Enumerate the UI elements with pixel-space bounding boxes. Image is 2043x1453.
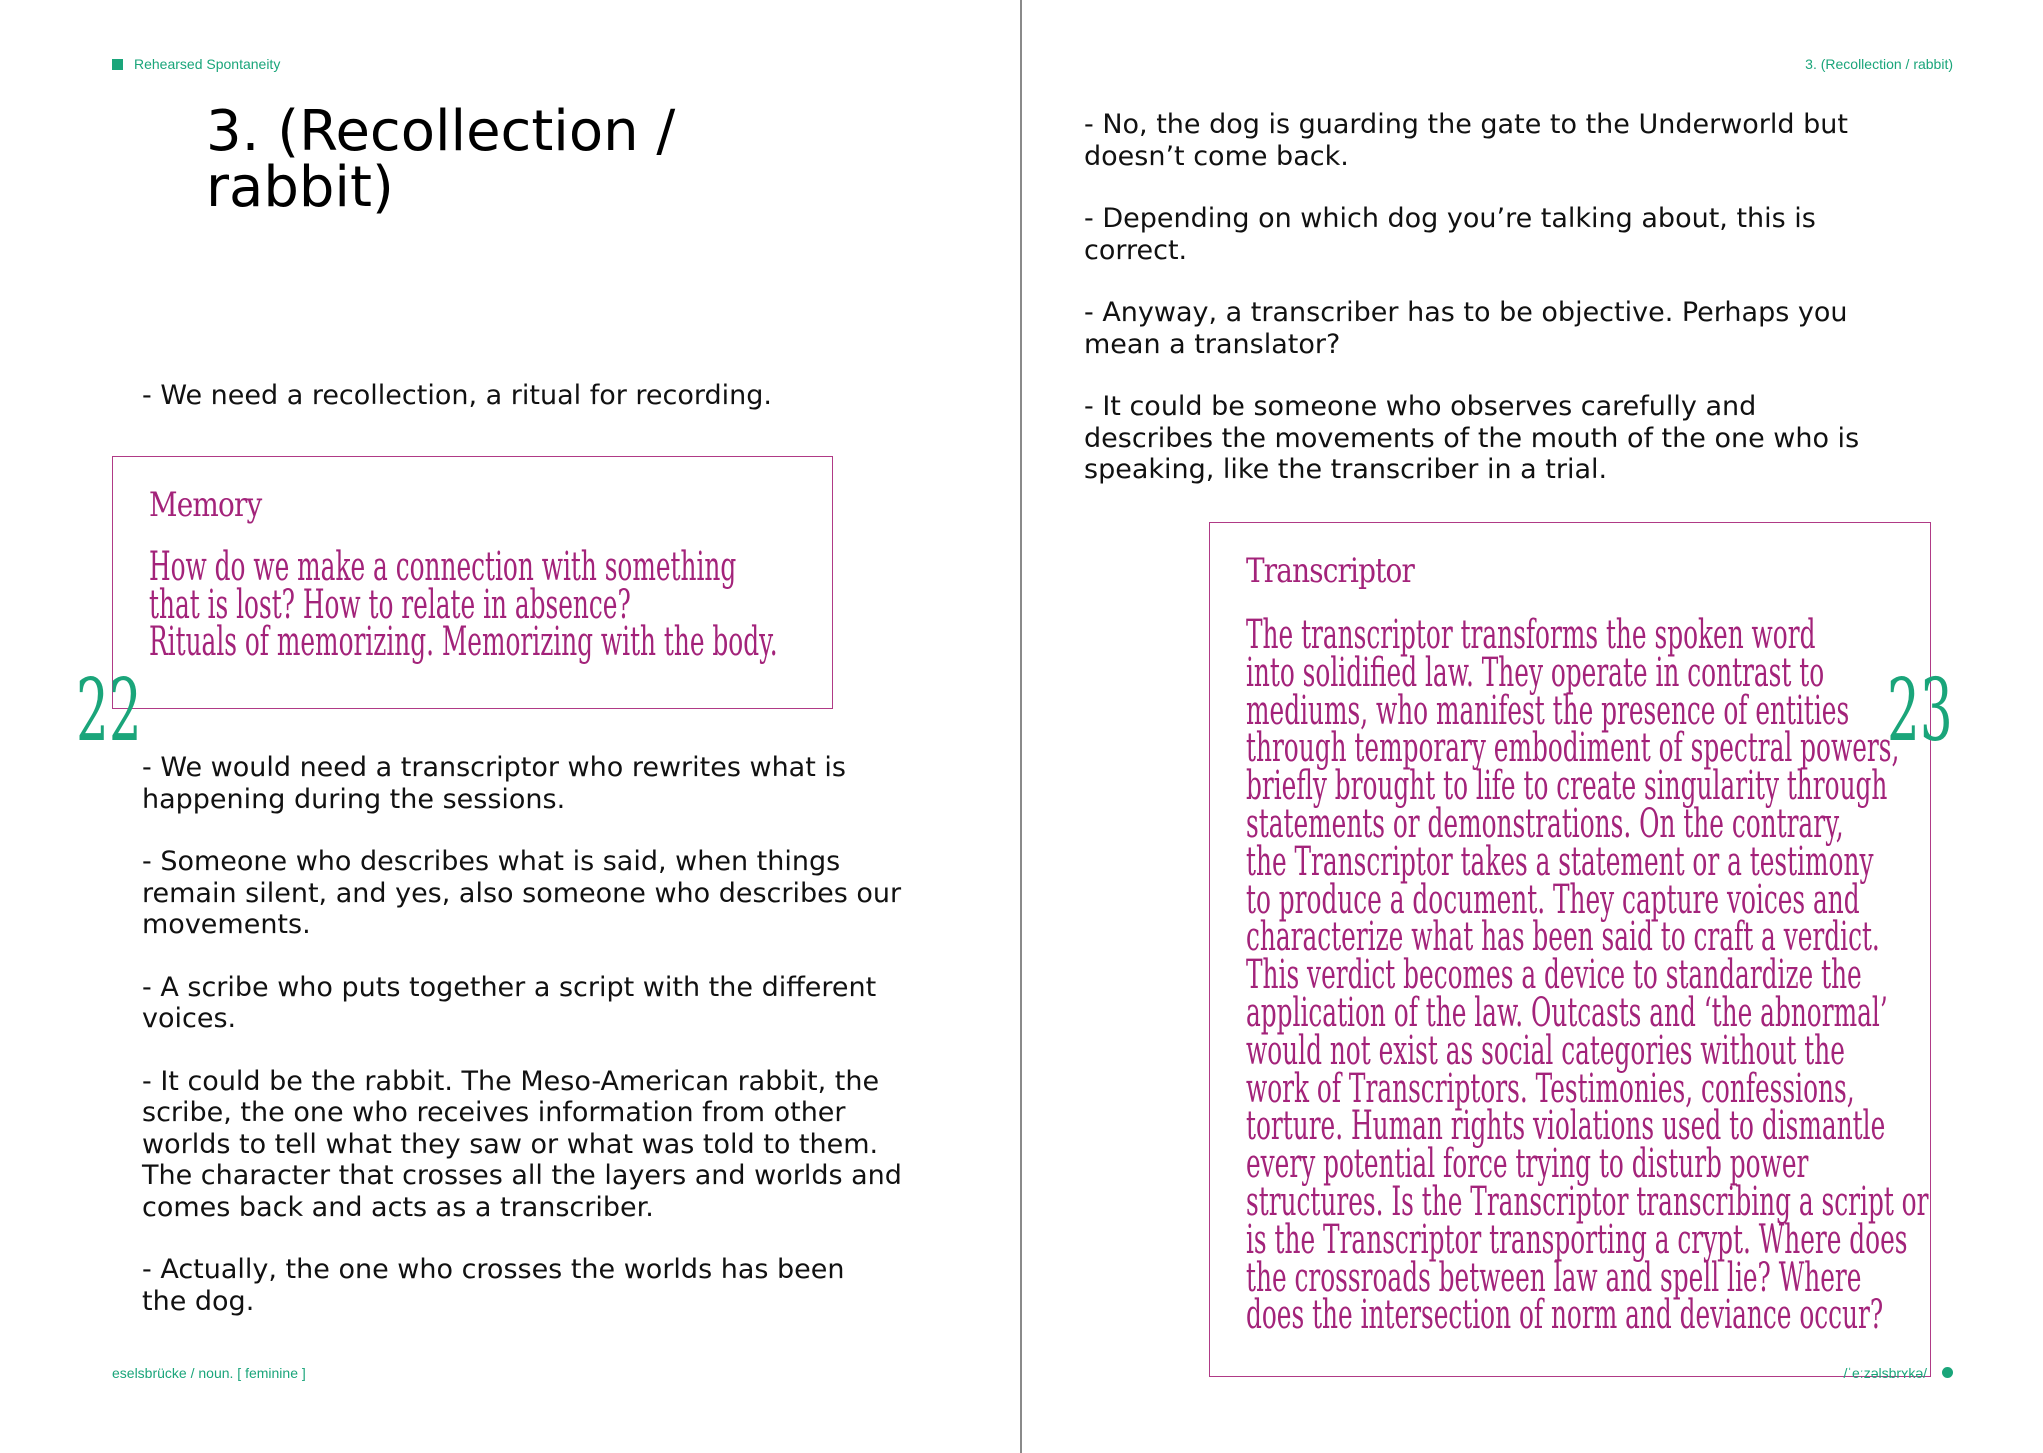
dialogue-line: mean a translator? xyxy=(1084,328,1341,360)
note-line: the crossroads between law and spell lie? Where xyxy=(1246,1254,1862,1301)
footer-dot-icon xyxy=(1942,1367,1953,1378)
dialogue-line: the dog. xyxy=(142,1285,255,1317)
dialogue-line: correct. xyxy=(1084,234,1188,266)
dialogue-line: - It could be the rabbit. The Meso-American rabbit, the xyxy=(142,1065,880,1097)
dialogue-paragraph xyxy=(1084,109,1984,172)
intro-line: - We need a recollection, a ritual for recording. xyxy=(142,380,772,411)
dialogue-line: happening during the sessions. xyxy=(142,783,566,815)
dialogue-line: - It could be someone who observes carefully and xyxy=(1084,391,1757,422)
dialogue-line: - A scribe who puts together a script with the different xyxy=(142,971,877,1003)
running-head-square-icon xyxy=(112,59,123,70)
dialogue-paragraph xyxy=(142,1254,982,1317)
dialogue-line: voices. xyxy=(142,1003,237,1034)
page-number-right: 23 xyxy=(1887,661,1953,761)
dialogue-paragraph xyxy=(142,752,982,815)
note-line: into solidified law. They operate in contrast to xyxy=(1246,649,1825,696)
dialogue-line: The character that crosses all the layers and worlds and xyxy=(142,1160,902,1191)
dialogue-paragraph xyxy=(1084,203,1984,266)
dialogue-line: describes the movements of the mouth of the one who is xyxy=(1084,422,1860,454)
dialogue-paragraph xyxy=(1084,391,1984,486)
dialogue-line: - Anyway, a transcriber has to be objective. Perhaps you xyxy=(1084,297,1848,328)
dialogue-paragraph xyxy=(142,846,982,941)
note-line: every potential force trying to disturb power xyxy=(1246,1141,1809,1188)
footer-left: eselsbrücke / noun. [ feminine ] xyxy=(112,1365,306,1381)
running-head-left: Rehearsed Spontaneity xyxy=(134,56,281,72)
dialogue-line: speaking, like the transcriber in a trial. xyxy=(1084,454,1608,485)
right-dialogue xyxy=(1084,109,1984,517)
note-line: Rituals of memorizing. Memorizing with the body. xyxy=(149,619,778,665)
footer-right: /ˈeːzəlsbrʏkə/ xyxy=(1843,1365,1927,1381)
dialogue-line: movements. xyxy=(142,909,311,940)
dialogue-paragraph xyxy=(142,1066,982,1224)
dialogue-line: doesn’t come back. xyxy=(1084,140,1349,172)
dialogue-paragraph xyxy=(142,972,982,1035)
memory-note xyxy=(112,456,833,709)
dialogue-paragraph xyxy=(1084,297,1984,360)
note-line: The transcriptor transforms the spoken word xyxy=(1246,612,1816,658)
note-line: application of the law. Outcasts and ‘the abnormal’ xyxy=(1246,989,1888,1036)
transcriptor-note xyxy=(1209,522,1931,1377)
page-number-left: 22 xyxy=(76,661,142,761)
dialogue-line: remain silent, and yes, also someone who describes our xyxy=(142,877,902,909)
note-line: How do we make a connection with something xyxy=(149,544,737,590)
note-line: through temporary embodiment of spectral powers, xyxy=(1246,725,1900,772)
note-line: work of Transcriptors. Testimonies, confessions, xyxy=(1246,1065,1855,1112)
transcriptor-note-title: Transcriptor xyxy=(1246,551,1414,591)
memory-note-body xyxy=(149,544,832,665)
chapter-title: 3. (Recollection / rabbit) xyxy=(206,99,676,220)
note-line: mediums, who manifest the presence of entities xyxy=(1246,687,1850,734)
dialogue-line: comes back and acts as a transcriber. xyxy=(142,1191,654,1223)
dialogue-line: worlds to tell what they saw or what was told to them. xyxy=(142,1128,879,1160)
dialogue-line: - We would need a transcriptor who rewrites what is xyxy=(142,752,846,783)
left-dialogue xyxy=(142,752,982,1348)
memory-note-title: Memory xyxy=(149,485,262,525)
transcriptor-note-body xyxy=(1246,612,1930,1339)
note-line: briefly brought to life to create singularity through xyxy=(1246,763,1888,810)
note-line: statements or demonstrations. On the contrary, xyxy=(1246,800,1844,847)
dialogue-line: - No, the dog is guarding the gate to the Underworld but xyxy=(1084,109,1848,140)
note-line: does the intersection of norm and deviance occur? xyxy=(1246,1292,1884,1339)
dialogue-line: - Actually, the one who crosses the worlds has been xyxy=(142,1254,845,1285)
dialogue-line: - Someone who describes what is said, when things xyxy=(142,846,841,877)
note-line: characterize what has been said to craft a verdict. xyxy=(1246,914,1880,961)
note-line: would not exist as social categories without the xyxy=(1246,1027,1845,1074)
note-line: This verdict becomes a device to standardize the xyxy=(1246,952,1862,999)
note-line: the Transcriptor takes a statement or a testimony xyxy=(1246,838,1874,885)
note-line: is the Transcriptor transporting a crypt. Where does xyxy=(1246,1216,1908,1263)
running-head-right: 3. (Recollection / rabbit) xyxy=(1805,56,1953,72)
dialogue-line: scribe, the one who receives information from other xyxy=(142,1097,846,1128)
note-line: structures. Is the Transcriptor transcribing a script or xyxy=(1246,1178,1929,1225)
note-line: torture. Human rights violations used to dismantle xyxy=(1246,1103,1886,1150)
note-line: to produce a document. They capture voices and xyxy=(1246,876,1860,923)
note-line: that is lost? How to relate in absence? xyxy=(149,581,631,628)
dialogue-line: - Depending on which dog you’re talking about, this is xyxy=(1084,203,1816,234)
left-page xyxy=(0,0,1020,1453)
right-page xyxy=(1022,0,2042,1453)
